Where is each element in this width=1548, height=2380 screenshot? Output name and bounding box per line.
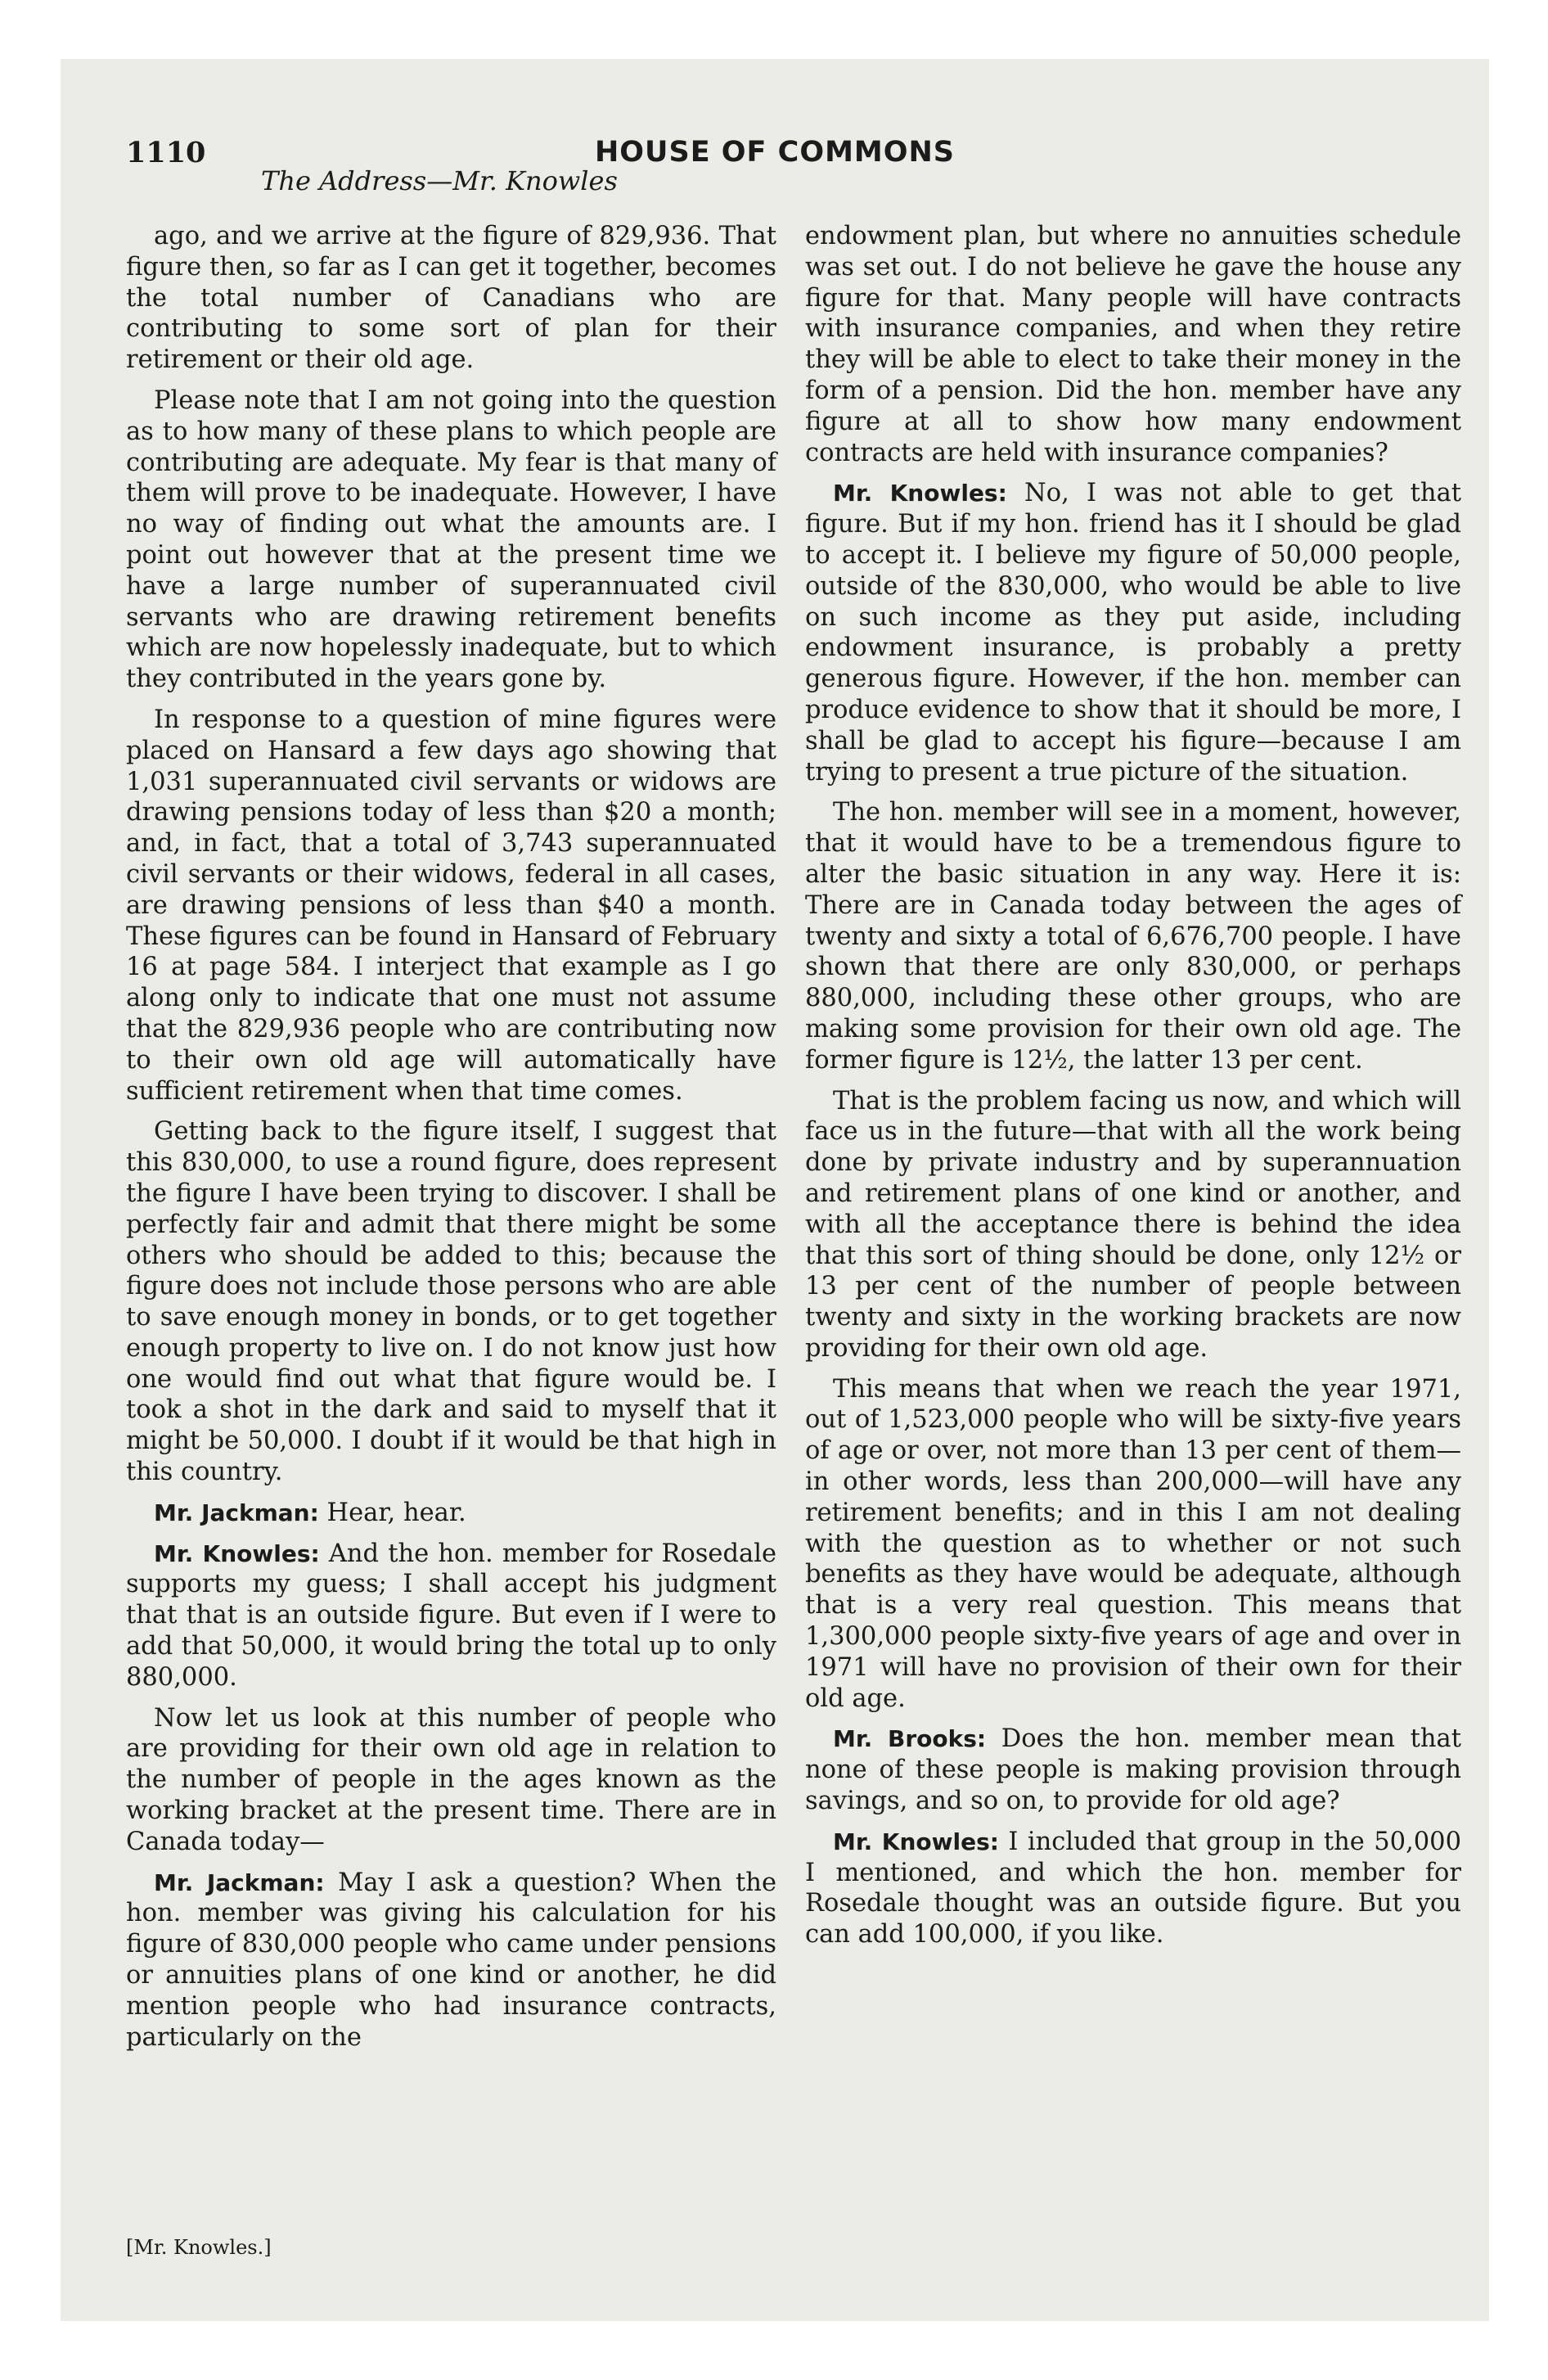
paragraph (126, 705, 776, 1107)
paragraph-text: endowment plan, but where no annuities schedule was set out. I do not believe he gave the house any figure for that. Many people will have contracts with insurance companies, and when they retire they will be able to elect to take their money in the form of a pension. Did the hon. member have any figure at all to show how many endowment contracts are held with insurance companies? (805, 222, 1461, 467)
speaker-attribution: [Mr. Knowles.] (126, 2236, 272, 2259)
paragraph (126, 385, 776, 695)
speaker-name: Mr. Brooks: (833, 1725, 987, 1753)
speaker-name: Mr. Knowles: (833, 1828, 999, 1855)
paragraph (126, 221, 776, 376)
paragraph-text: The hon. member will see in a moment, however, that it would have to be a tremendous figure to alter the basic situation in any way. Here it is: There are in Canada today between the ages of twenty and sixty a total of 6,676,700 people. I have shown that there are only 830,000, or perhaps 880,000, including these other groups, who are making some provision for their own old age. The former figure is 12½, the latter 13 per cent. (805, 798, 1461, 1075)
paragraph-text: Please note that I am not going into the question as to how many of these plans to which people are contributing are adequate. My fear is that many of them will prove to be inadequate. However, I have no way of finding out what the amounts are. I point out however that at the present time we have a large number of superannuated civil servants who are drawing retirement benefits which are now hopelessly inadequate, but to which they contributed in the years gone by. (126, 385, 776, 694)
right-column (805, 221, 1461, 1960)
paragraph (126, 1116, 776, 1488)
section-title: The Address—Mr. Knowles (261, 165, 618, 196)
speaker-name: Mr. Knowles: (833, 480, 1007, 507)
paragraph (805, 1827, 1461, 1950)
paragraph-text: Does the hon. member mean that none of these people is making provision through savings, and so on, to provide for old age? (805, 1724, 1461, 1816)
paragraph (805, 221, 1461, 468)
paragraph (805, 797, 1461, 1075)
paragraph-text: No, I was not able to get that figure. But if my hon. friend has it I should be glad to accept it. I believe my figure of 50,000 people, outside of the 830,000, who would be able to live on such income as they put aside, including endowment insurance, is probably a pretty generous figure. However, if the hon. member can produce evidence to show that it should be more, I shall be glad to accept his figure—because I am trying to present a true picture of the situation. (805, 479, 1462, 787)
paragraph (805, 1724, 1461, 1816)
paragraph-text: May I ask a question? When the hon. member was giving his calculation for his figure of 830,000 people who came under pensions or annuities plans of one kind or another, he did mention people who had insurance contracts, particularly on the (126, 1868, 776, 2052)
paragraph-text: Getting back to the figure itself, I suggest that this 830,000, to use a round figure, does represent the figure I have been trying to discover. I shall be perfectly fair and admit that there might be some others who should be added to this; because the figure does not include those persons who are able to save enough money in bonds, or to get together enough property to live on. I do not know just how one would find out what that figure would be. I took a shot in the dark and said to myself that it might be 50,000. I doubt if it would be that high in this country. (126, 1117, 776, 1487)
paragraph (126, 1703, 776, 1858)
page-number: 1110 (126, 136, 206, 169)
running-title: HOUSE OF COMMONS (595, 136, 955, 169)
paragraph-text: ago, and we arrive at the figure of 829,936. That figure then, so far as I can get it together, becomes the total number of Canadians who are contributing to some sort of plan for their retirement or their old age. (126, 222, 776, 375)
paragraph-text: Now let us look at this number of people who are providing for their own old age in relation to the number of people in the ages known as the working bracket at the present time. There are in Canada today— (126, 1703, 776, 1856)
speaker-name: Mr. Jackman: (154, 1868, 325, 1896)
speaker-name: Mr. Jackman: (154, 1499, 319, 1526)
paragraph (126, 1498, 776, 1529)
paragraph (805, 478, 1461, 787)
paragraph-text: Hear, hear. (326, 1498, 466, 1527)
speaker-name: Mr. Knowles: (154, 1539, 320, 1567)
left-column (126, 221, 776, 2062)
paragraph (126, 1539, 776, 1693)
paragraph-text: That is the problem facing us now, and which will face us in the future—that with all the work being done by private industry and by superannuation and retirement plans of one kind or another, and with all the acceptance there is behind the idea that this sort of thing should be done, only 12½ or 13 per cent of the number of people between twenty and sixty in the working brackets are now providing for their own old age. (805, 1086, 1461, 1363)
paragraph-text: I included that group in the 50,000 I mentioned, and which the hon. member for Rosedale thought was an outside figure. But you can add 100,000, if you like. (805, 1827, 1461, 1950)
paragraph (126, 1868, 776, 2053)
paragraph (805, 1374, 1461, 1715)
paragraph (805, 1086, 1461, 1364)
paragraph-text: And the hon. member for Rosedale supports my guess; I shall accept his judgment that that is an outside figure. But even if I were to add that 50,000, it would bring the total up to only 880,000. (126, 1539, 776, 1692)
paragraph-text: This means that when we reach the year 1971, out of 1,523,000 people who will be sixty-five years of age or over, not more than 13 per cent of them—in other words, less than 200,000—will have any retirement benefits; and in this I am not dealing with the question as to whether or not such benefits as they have would be adequate, although that is a very real question. This means that 1,300,000 people sixty-five years of age and over in 1971 will have no provision of their own for their old age. (805, 1374, 1461, 1713)
paragraph-text: In response to a question of mine figures were placed on Hansard a few days ago showing that 1,031 superannuated civil servants or widows are drawing pensions today of less than $20 a month; and, in fact, that a total of 3,743 superannuated civil servants or their widows, federal in all cases, are drawing pensions of less than $40 a month. These figures can be found in Hansard of February 16 at page 584. I interject that example as I go along only to indicate that one must not assume that the 829,936 people who are contributing now to their own old age will automatically have sufficient retirement when that time comes. (126, 705, 776, 1106)
document-page (61, 59, 1489, 2321)
